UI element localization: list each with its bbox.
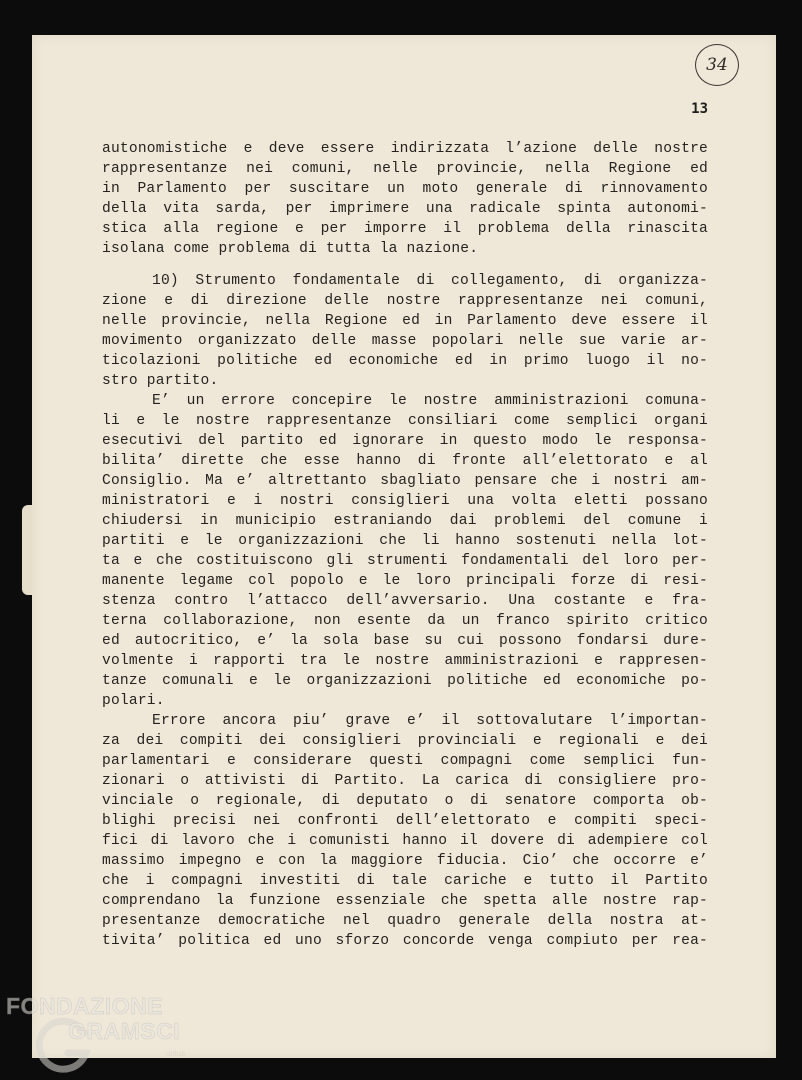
page-number: 13 xyxy=(691,101,708,117)
archive-number: 34 xyxy=(706,55,728,75)
text-line: ed autocritico, e’ la sola base su cui possono fondarsi dure- xyxy=(102,633,708,649)
text-line: comprendano la funzione essenziale che spetta alle nostre rap- xyxy=(102,893,708,909)
text-line: isolana come problema di tutta la nazione. xyxy=(102,241,479,257)
text-line: polari. xyxy=(102,693,165,709)
paragraph xyxy=(102,271,708,391)
text-line: manente legame col popolo e le loro principali forze di resi- xyxy=(102,573,708,589)
text-line: massimo impegno e con la maggiore fiducia. Cio’ che occorre e’ xyxy=(102,853,708,869)
text-line: che i compagni investiti di tale cariche e tutto il Partito xyxy=(102,873,708,889)
text-line: della vita sarda, per imprimere una radicale spinta autonomi- xyxy=(102,201,708,217)
text-line: 10) Strumento fondamentale di collegamento, di organizza- xyxy=(152,273,708,289)
text-line: Errore ancora piu’ grave e’ il sottovalutare l’importan- xyxy=(152,713,708,729)
text-line: partiti e le organizzazioni che li hanno sostenuti nella lot- xyxy=(102,533,708,549)
text-line: li e le nostre rappresentanze consiliari come semplici organi xyxy=(102,413,708,429)
text-line: zionari o attivisti di Partito. La carica di consigliere pro- xyxy=(102,773,708,789)
text-line: parlamentari e considerare questi compagni come semplici fun- xyxy=(102,753,708,769)
text-line: presentanze democratiche nel quadro generale della nostra at- xyxy=(102,913,708,929)
text-line: vinciale o regionale, di deputato o di senatore comporta ob- xyxy=(102,793,708,809)
document-body xyxy=(102,139,708,951)
watermark-line1: FONDAZIONE xyxy=(6,993,164,1019)
text-line: ta e che costituiscono gli strumenti fondamentali del loro per- xyxy=(102,553,708,569)
text-line: stica alla regione e per imporre il problema della rinascita xyxy=(102,221,708,237)
paragraph xyxy=(102,139,708,259)
text-line: fici di lavoro che i comunisti hanno il dovere di adempiere col xyxy=(102,833,708,849)
text-line: E’ un errore concepire le nostre amministrazioni comuna- xyxy=(152,393,708,409)
text-line: nelle provincie, nella Regione ed in Parlamento deve essere il xyxy=(102,313,708,329)
watermark-line2: GRAMSCI xyxy=(68,1018,181,1044)
text-line: in Parlamento per suscitare un moto generale di rinnovamento xyxy=(102,181,708,197)
text-line: blighi precisi nei confronti dell’elettorato e compiti speci- xyxy=(102,813,708,829)
text-line: esecutivi del partito ed ignorare in questo modo le responsa- xyxy=(102,433,708,449)
watermark-small: onlus xyxy=(166,1049,186,1058)
text-line: volmente i rapporti tra le nostre amministrazioni e rappresen- xyxy=(102,653,708,669)
text-line: chiudersi in municipio estraniando dai problemi del comune i xyxy=(102,513,708,529)
text-line: zione e di direzione delle nostre rappresentanze nei comuni, xyxy=(102,293,708,309)
fondazione-gramsci-watermark xyxy=(6,993,206,1073)
paragraph xyxy=(102,391,708,711)
text-line: terna collaborazione, non esente da un franco spirito critico xyxy=(102,613,708,629)
text-line: tanze comunali e le organizzazioni politiche ed economiche po- xyxy=(102,673,708,689)
text-line: autonomistiche e deve essere indirizzata l’azione delle nostre xyxy=(102,141,708,157)
archive-number-stamp xyxy=(695,44,739,86)
text-line: stro partito. xyxy=(102,373,219,389)
text-line: tivita’ politica ed uno sforzo concorde venga compiuto per rea- xyxy=(102,933,708,949)
text-line: bilita’ dirette che esse hanno di fronte all’elettorato e al xyxy=(102,453,708,469)
text-line: ticolazioni politiche ed economiche ed in primo luogo il no- xyxy=(102,353,708,369)
paragraph xyxy=(102,711,708,951)
text-line: rappresentanze nei comuni, nelle provincie, nella Regione ed xyxy=(102,161,708,177)
text-line: Consiglio. Ma e’ altrettanto sbagliato pensare che i nostri am- xyxy=(102,473,708,489)
text-line: movimento organizzato delle masse popolari nelle sue varie ar- xyxy=(102,333,708,349)
text-line: ministratori e i nostri consiglieri una volta eletti possano xyxy=(102,493,708,509)
text-line: za dei compiti dei consiglieri provinciali e regionali e dei xyxy=(102,733,708,749)
text-line: stenza contro l’attacco dell’avversario. Una costante e fra- xyxy=(102,593,708,609)
